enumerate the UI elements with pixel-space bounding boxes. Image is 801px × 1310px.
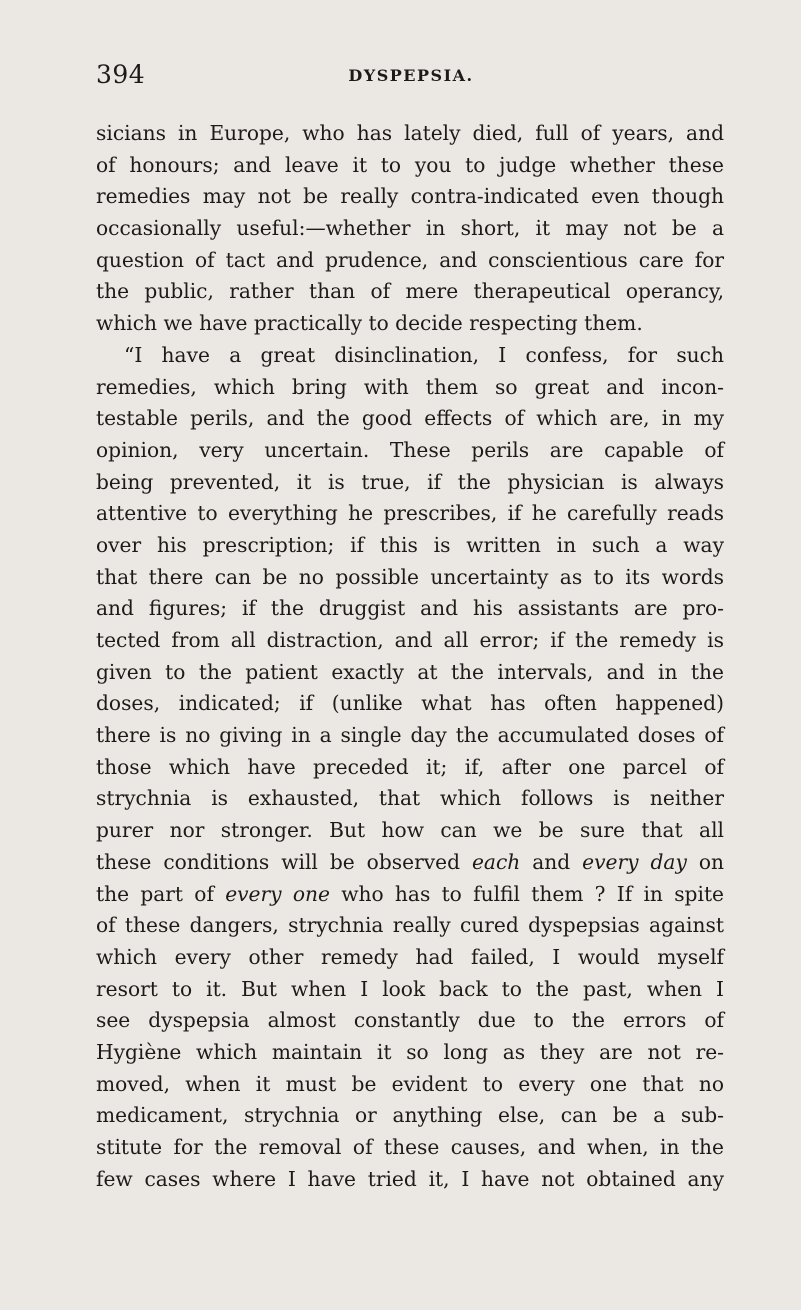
text-line: and figures; if the druggist and his assistants are pro- — [96, 596, 724, 621]
text-line: the public, rather than of mere therapeutical operancy, — [96, 279, 724, 304]
text-segment: these conditions will be observed — [96, 849, 460, 874]
text-line: question of tact and prudence, and conscientious care for — [96, 247, 724, 272]
text-line: attentive to everything he prescribes, if he carefully reads — [96, 501, 724, 526]
text-line: which we have practically to decide respecting them. — [96, 311, 643, 336]
text-line: those which have preceded it; if, after one parcel of — [96, 754, 724, 779]
text-segment: the part of — [96, 881, 214, 906]
text-line: occasionally useful:—whether in short, it may not be a — [96, 216, 724, 241]
text-line: that there can be no possible uncertainty as to its words — [96, 564, 724, 589]
text-segment: who has to fulfil them ? If in spite — [341, 881, 724, 906]
body-text — [96, 118, 724, 1195]
italic-text: every one — [225, 881, 330, 906]
text-line: Hygiène which maintain it so long as they are not re- — [96, 1039, 724, 1064]
text-line: remedies, which bring with them so great and incon- — [96, 374, 724, 399]
text-line: moved, when it must be evident to every one that no — [96, 1071, 724, 1096]
text-line: given to the patient exactly at the intervals, and in the — [96, 659, 724, 684]
text-line: few cases where I have tried it, I have not obtained any — [96, 1166, 724, 1191]
italic-text: each — [471, 849, 521, 874]
text-line: remedies may not be really contra-indicated even though — [96, 184, 724, 209]
italic-text: every day — [582, 849, 687, 874]
text-line-with-italics — [96, 847, 724, 879]
text-line: which every other remedy had failed, I would myself — [96, 944, 724, 969]
text-line: “I have a great disinclination, I confess, for such — [124, 342, 724, 367]
text-segment: and — [532, 849, 571, 874]
text-line: of these dangers, strychnia really cured dyspepsias against — [96, 913, 724, 938]
text-line: of honours; and leave it to you to judge whether these — [96, 152, 724, 177]
text-line: over his prescription; if this is written in such a way — [96, 532, 724, 557]
text-line: doses, indicated; if (unlike what has often happened) — [96, 691, 724, 716]
text-line: being prevented, it is true, if the physician is always — [96, 469, 724, 494]
page-header — [96, 60, 726, 92]
text-line: testable perils, and the good effects of which are, in my — [96, 406, 724, 431]
text-line: see dyspepsia almost constantly due to the errors of — [96, 1008, 724, 1033]
text-line-with-italics — [96, 879, 724, 911]
text-segment: on — [698, 849, 724, 874]
text-line: resort to it. But when I look back to the past, when I — [96, 976, 724, 1001]
running-title: DYSPEPSIA. — [348, 66, 474, 85]
page-number: 394 — [96, 60, 146, 89]
text-line: there is no giving in a single day the accumulated doses of — [96, 723, 724, 748]
text-line: strychnia is exhausted, that which follows is neither — [96, 786, 724, 811]
text-line: opinion, very uncertain. These perils are capable of — [96, 437, 724, 462]
text-line: stitute for the removal of these causes, and when, in the — [96, 1135, 724, 1159]
text-line: medicament, strychnia or anything else, can be a sub- — [96, 1103, 724, 1128]
text-line: sicians in Europe, who has lately died, full of years, and — [96, 121, 724, 145]
text-line: tected from all distraction, and all error; if the remedy is — [96, 628, 724, 652]
text-line: purer nor stronger. But how can we be sure that all — [96, 818, 724, 843]
